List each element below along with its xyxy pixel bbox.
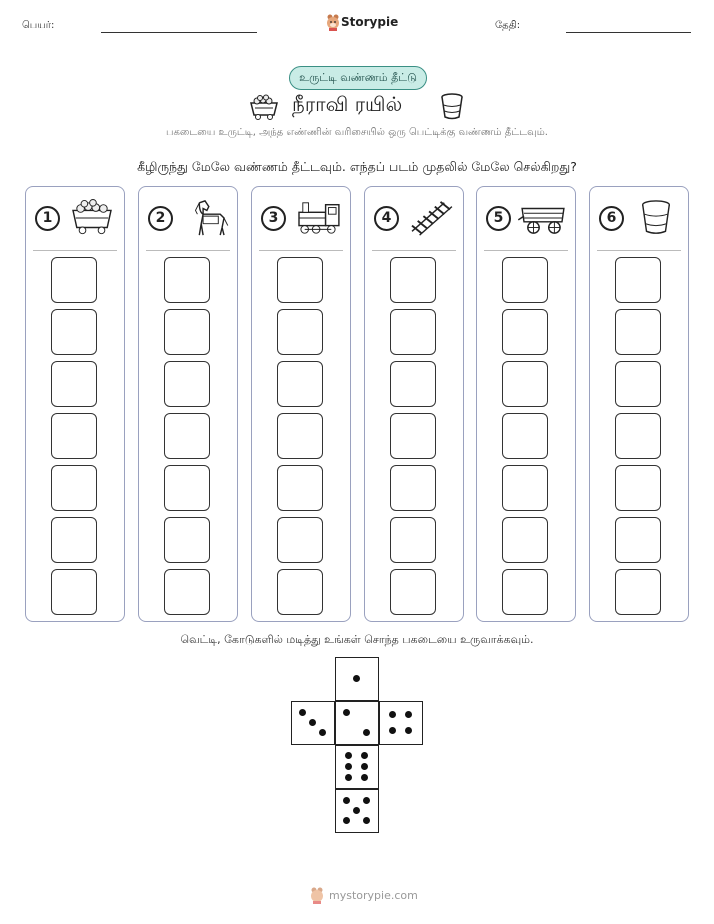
- column-divider: [484, 250, 568, 251]
- color-box[interactable]: [277, 361, 323, 407]
- color-box[interactable]: [277, 569, 323, 615]
- dice-pip: [343, 817, 350, 824]
- dice-face-4: [379, 701, 423, 745]
- bucket-icon: [440, 92, 464, 120]
- color-box[interactable]: [277, 517, 323, 563]
- dice-face-5: [335, 789, 379, 833]
- storypie-logo-icon: [310, 886, 324, 904]
- coal-cart-icon: [66, 199, 118, 237]
- color-box[interactable]: [502, 517, 548, 563]
- color-box[interactable]: [615, 413, 661, 459]
- dice-pip: [389, 727, 396, 734]
- dice-pip: [405, 727, 412, 734]
- color-box[interactable]: [502, 309, 548, 355]
- dice-pip: [389, 711, 396, 718]
- column-divider: [146, 250, 230, 251]
- dice-pip: [345, 763, 352, 770]
- subtitle: பகடையை உருட்டி, அந்த எண்ணின் வரிசையில் ஒரு பெட்டிக்கு வண்ணம் தீட்டவும்.: [166, 127, 548, 138]
- coal-cart-icon: [248, 94, 280, 120]
- color-box[interactable]: [390, 257, 436, 303]
- column-5: [476, 186, 576, 622]
- brand-name: Storypie: [341, 15, 399, 29]
- color-box[interactable]: [615, 361, 661, 407]
- dice-pip: [361, 752, 368, 759]
- color-box[interactable]: [277, 413, 323, 459]
- page-title: நீராவி ரயில்: [292, 92, 403, 116]
- color-box[interactable]: [164, 465, 210, 511]
- color-box[interactable]: [502, 257, 548, 303]
- color-box[interactable]: [390, 569, 436, 615]
- dice-pip: [353, 807, 360, 814]
- brand-logo: [326, 13, 399, 31]
- color-box[interactable]: [51, 517, 97, 563]
- date-line[interactable]: [566, 32, 691, 33]
- color-box[interactable]: [51, 309, 97, 355]
- color-box[interactable]: [502, 413, 548, 459]
- color-box[interactable]: [51, 569, 97, 615]
- dice-face-6: [335, 745, 379, 789]
- dice-pip: [343, 797, 350, 804]
- date-label: தேதி:: [495, 20, 521, 31]
- name-line[interactable]: [101, 32, 257, 33]
- color-box[interactable]: [615, 569, 661, 615]
- dice-pip: [363, 729, 370, 736]
- column-4: [364, 186, 464, 622]
- dice-pip: [319, 729, 326, 736]
- color-box[interactable]: [615, 309, 661, 355]
- color-box[interactable]: [51, 413, 97, 459]
- dice-pip: [345, 774, 352, 781]
- color-box[interactable]: [164, 309, 210, 355]
- column-divider: [259, 250, 343, 251]
- steam-train-icon: [292, 199, 344, 237]
- dice-pip: [405, 711, 412, 718]
- color-box[interactable]: [615, 465, 661, 511]
- color-box[interactable]: [390, 517, 436, 563]
- color-box[interactable]: [164, 361, 210, 407]
- railway-track-icon: [405, 199, 457, 237]
- dice-pip: [309, 719, 316, 726]
- column-number: 1: [35, 206, 60, 231]
- color-box[interactable]: [164, 413, 210, 459]
- color-box[interactable]: [390, 413, 436, 459]
- column-3: [251, 186, 351, 622]
- color-box[interactable]: [390, 361, 436, 407]
- footer-url[interactable]: mystorypie.com: [329, 889, 418, 902]
- bucket-icon: [630, 199, 682, 237]
- dice-pip: [345, 752, 352, 759]
- dice-instruction: வெட்டி, கோடுகளில் மடித்து உங்கள் சொந்த பகடையை உருவாக்கவும்.: [180, 633, 534, 646]
- color-box[interactable]: [277, 465, 323, 511]
- dice-pip: [363, 797, 370, 804]
- column-number: 4: [374, 206, 399, 231]
- dice-pip: [363, 817, 370, 824]
- column-2: [138, 186, 238, 622]
- color-box[interactable]: [390, 465, 436, 511]
- storypie-logo-icon: [326, 13, 340, 31]
- column-number: 2: [148, 206, 173, 231]
- dice-pip: [299, 709, 306, 716]
- color-box[interactable]: [615, 517, 661, 563]
- dice-face-3: [291, 701, 335, 745]
- column-divider: [33, 250, 117, 251]
- activity-tag: உருட்டி வண்ணம் தீட்டு: [289, 66, 427, 90]
- dice-pip: [361, 763, 368, 770]
- color-box[interactable]: [164, 257, 210, 303]
- color-box[interactable]: [502, 465, 548, 511]
- dice-face-2: [335, 701, 379, 745]
- column-number: 3: [261, 206, 286, 231]
- dice-pip: [353, 675, 360, 682]
- wagon-icon: [517, 199, 569, 237]
- horse-icon: [179, 199, 231, 237]
- color-box[interactable]: [615, 257, 661, 303]
- column-6: [589, 186, 689, 622]
- dice-pip: [343, 709, 350, 716]
- color-box[interactable]: [502, 361, 548, 407]
- color-box[interactable]: [164, 517, 210, 563]
- column-number: 5: [486, 206, 511, 231]
- column-1: [25, 186, 125, 622]
- name-label: பெயர்:: [22, 20, 55, 31]
- color-box[interactable]: [390, 309, 436, 355]
- column-number: 6: [599, 206, 624, 231]
- color-box[interactable]: [51, 361, 97, 407]
- color-box[interactable]: [51, 257, 97, 303]
- color-box[interactable]: [51, 465, 97, 511]
- column-divider: [372, 250, 456, 251]
- column-divider: [597, 250, 681, 251]
- color-box[interactable]: [164, 569, 210, 615]
- color-box[interactable]: [277, 257, 323, 303]
- dice-face-1: [335, 657, 379, 701]
- color-box[interactable]: [277, 309, 323, 355]
- question: கீழிருந்து மேலே வண்ணம் தீட்டவும். எந்தப் படம் முதலில் மேலே செல்கிறது?: [137, 159, 577, 174]
- color-box[interactable]: [502, 569, 548, 615]
- dice-pip: [361, 774, 368, 781]
- footer: [310, 886, 420, 904]
